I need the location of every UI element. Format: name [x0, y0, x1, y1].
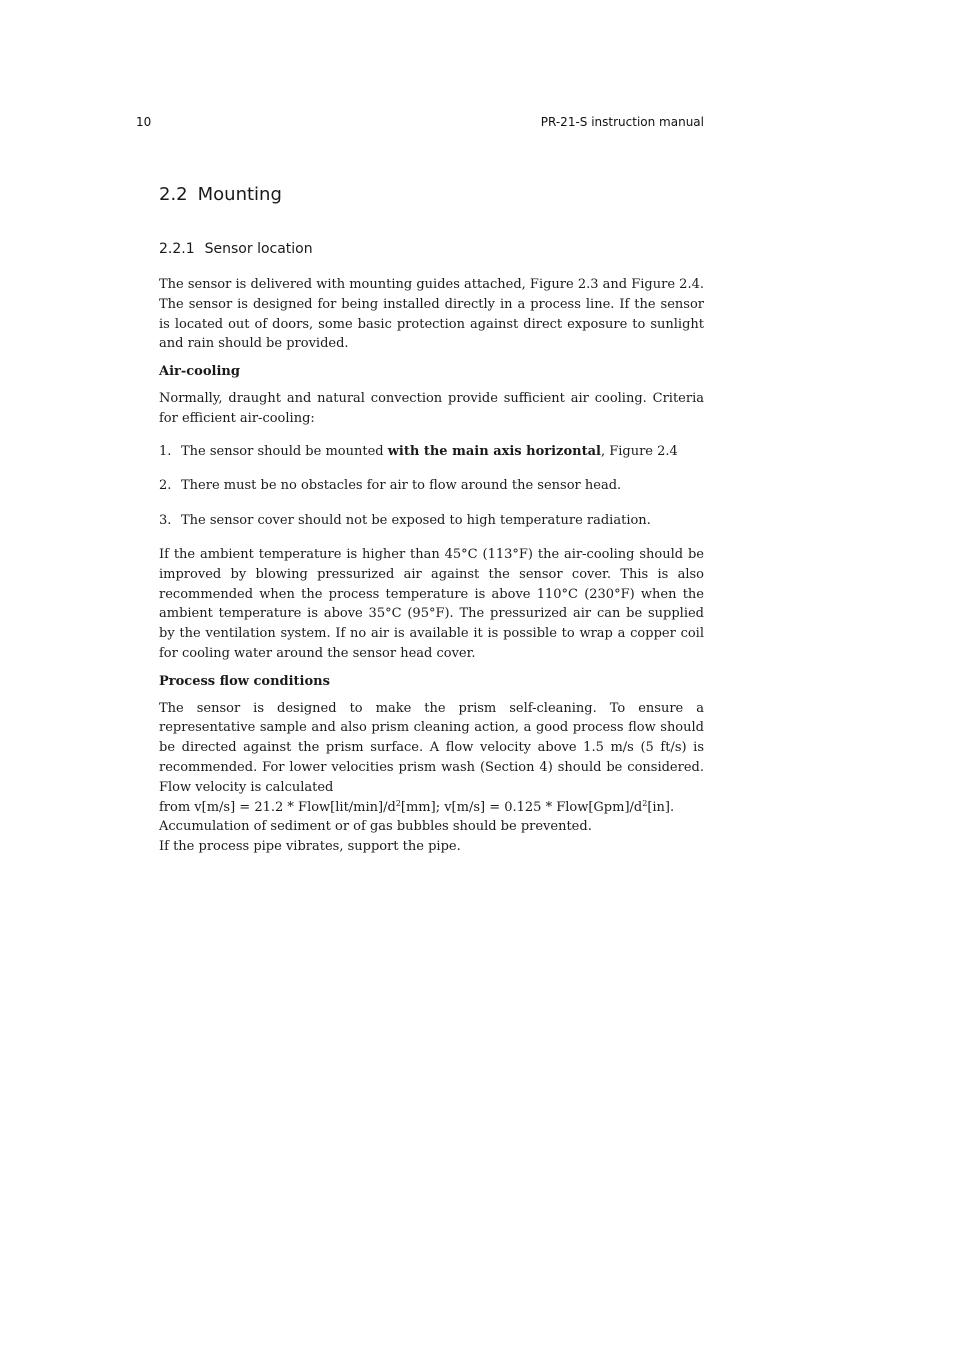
list-text-post: , Figure 2.4 [600, 443, 678, 459]
list-text: There must be no obstacles for air to flow around the sensor head. [181, 478, 622, 494]
flow-velocity-formula [159, 798, 704, 818]
section-number: 2.2 [159, 184, 188, 205]
section-title: Mounting [197, 184, 282, 205]
list-text: The sensor cover should not be exposed to high temperature radiation. [181, 513, 651, 529]
process-flow-heading: Process flow conditions [159, 673, 330, 689]
sediment-line: Accumulation of sediment or of gas bubbles should be prevented. [159, 819, 592, 835]
page-header [136, 115, 704, 133]
page-number: 10 [136, 115, 152, 129]
process-flow-paragraph: The sensor is designed to make the prism self-cleaning. To ensure a representative sample and also prism cleaning action, a good process flow should be directed against the prism surface. A flow velocity above 1.5 m/s (5 ft/s) is recommended. For lower velocities prism wash (Section 4) should be considered. Flow velocity is calculated [159, 700, 704, 795]
list-number: 2. [159, 478, 172, 494]
intro-paragraph: The sensor is delivered with mounting guides attached, Figure 2.3 and Figure 2.4. The sensor is designed for being installed directly in a process line. If the sensor is located out of doors, some basic protection against direct exposure to sunlight and rain should be provided. [159, 277, 704, 352]
vibration-line: If the process pipe vibrates, support the pipe. [159, 839, 461, 855]
list-number: 3. [159, 513, 172, 529]
subsection-heading [159, 237, 704, 261]
subsection-number: 2.2.1 [159, 241, 195, 257]
list-number: 1. [159, 443, 172, 459]
ambient-temperature-paragraph: If the ambient temperature is higher than 45°C (113°F) the air-cooling should be improved by blowing pressurized air against the sensor cover. This is also recommended when the process temperature is above 110°C (230°F) when the ambient temperature is above 35°C (95°F). The pressurized air can be supplied by the ventilation system. If no air is available it is possible to wrap a copper coil for cooling water around the sensor head cover. [159, 546, 704, 661]
subsection-title: Sensor location [204, 241, 313, 257]
section-heading [159, 180, 704, 210]
page-body [159, 180, 704, 857]
list-item [159, 476, 704, 496]
formula-superscript: 2 [642, 798, 648, 808]
running-title: PR-21-S instruction manual [540, 115, 704, 129]
list-text-pre: The sensor should be mounted [181, 443, 388, 459]
formula-part-b: [mm]; v[m/s] = 0.125 * Flow[Gpm]/d [400, 799, 643, 815]
formula-part-c: [in]. [647, 799, 675, 815]
formula-part-a: from v[m/s] = 21.2 * Flow[lit/min]/d [159, 799, 396, 815]
list-item [159, 442, 704, 462]
list-item [159, 511, 704, 531]
air-cooling-criteria-list [159, 442, 704, 531]
air-cooling-heading: Air-cooling [159, 364, 240, 380]
air-cooling-intro: Normally, draught and natural convection provide sufficient air cooling. Criteria for efficient air-cooling: [159, 390, 704, 426]
list-text-bold: with the main axis horizontal [387, 443, 601, 459]
formula-superscript: 2 [395, 798, 401, 808]
